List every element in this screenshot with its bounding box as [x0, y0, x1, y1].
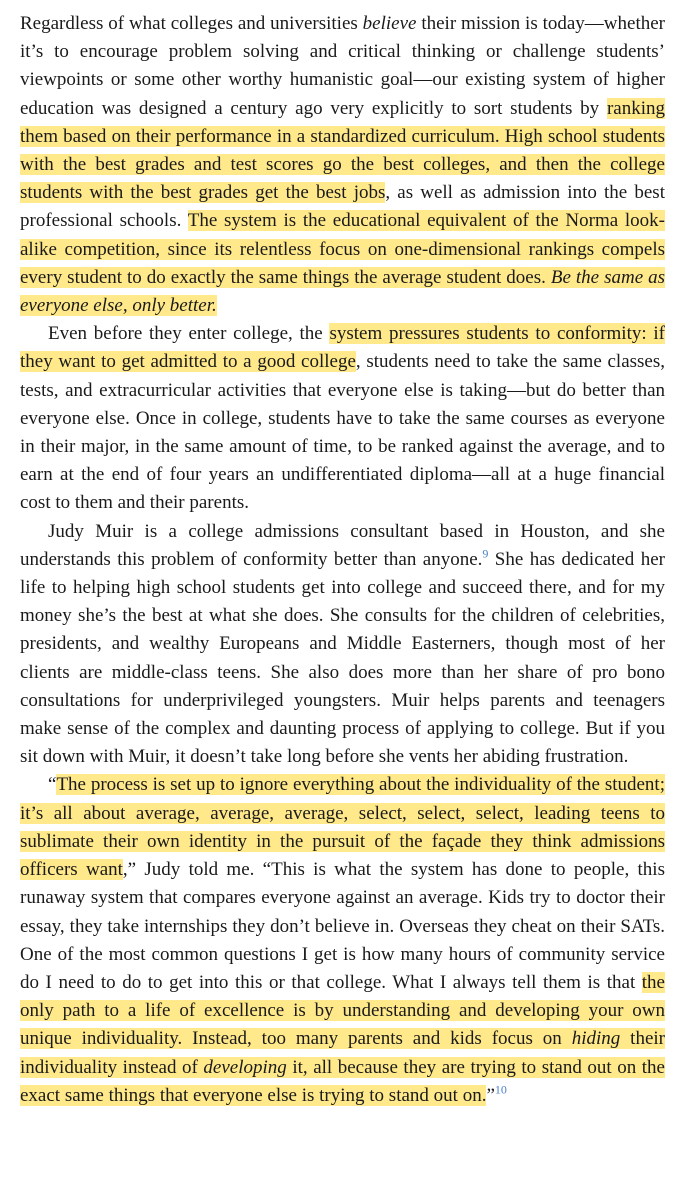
highlighted-text: ranking them based on their performance in a standardized curriculum. High school students with the best grades and test scores go the best colleges, and then the college students with the best grades get the best jobs [20, 97, 665, 204]
body-text: Even before they enter college, the [48, 323, 330, 345]
paragraph-judy-muir [20, 518, 665, 772]
highlighted-text: Be the same as everyone else, only better. [20, 266, 665, 317]
paragraph-college-mission [20, 10, 665, 320]
highlighted-text: The system is the educational equivalent of the Norma look-alike competition, since its relentless focus on one-dimensional rankings compels every student to do exactly the same things the average student does. [20, 210, 665, 288]
body-text: , students need to take the same classes, tests, and extracurricular activities that everyone else is taking—but do better than everyone else. Once in college, students have to take the same courses as everyone in their major, in the same amount of time, to be ranked against the average, and to earn at the end of four years an undifferentiated diploma—all at a huge financial cost to them and their parents. [20, 351, 665, 514]
highlighted-text: The process is set up to ignore everything about the individuality of the student; it’s all about average, average, average, select, select, select, leading teens to sublimate their own identity in the pursuit of the façade they think admissions officers want [20, 774, 665, 881]
body-text: Judy Muir is a college admissions consultant based in Houston, and she understands this problem of conformity better than anyone. [20, 520, 665, 570]
paragraph-muir-quote [20, 771, 665, 1109]
body-text: She has dedicated her life to helping high school students get into college and succeed there, and for my money she’s the best at what she does. She consults for the children of celebrities, presidents, and wealthy Europeans and Middle Easterners, though most of her clients are middle-class teens. She also does more than her share of pro bono consultations for underprivileged youngsters. Muir helps parents and teenagers make sense of the complex and daunting process of applying to college. But if you sit down with Muir, it doesn’t take long before she vents her abiding frustration. [20, 548, 665, 768]
highlighted-text: it, all because they are trying to stand out on the exact same things that everyone else is trying to stand out on. [20, 1056, 665, 1106]
body-text: , as well as admission into the best professional schools. [20, 182, 665, 232]
body-text: Regardless of what colleges and universities [20, 13, 363, 34]
footnote-ref: 9 [482, 546, 489, 561]
highlighted-text: hiding [571, 1028, 621, 1050]
highlighted-text: developing [203, 1056, 287, 1078]
highlighted-text: system pressures students to conformity: if they want to get admitted to a good college [20, 323, 665, 373]
highlighted-text: their individuality instead of [20, 1028, 665, 1078]
body-text: ” [486, 1084, 495, 1106]
body-text: ,” Judy told me. “This is what the system has done to people, this runaway system that compares everyone against an average. Kids try to doctor their essay, they take internships they don’t believe in. Overseas they cheat on their SATs. One of the most common questions I get is how many hours of community service do I need to do to get into this or that college. What I always tell them is that [20, 859, 665, 993]
paragraph-conformity-pressure [20, 320, 665, 517]
body-text: their mission is today—whether it’s to encourage problem solving and critical thinking or challenge students’ viewpoints or some other worthy humanistic goal—our existing system of higher education was designed a century ago very explicitly to sort students by [20, 13, 665, 119]
highlighted-text: the only path to a life of excellence is by understanding and developing your own unique individuality. Instead, too many parents and kids focus on [20, 971, 665, 1050]
emphasis-text: believe [362, 13, 417, 34]
footnote-ref: 10 [494, 1082, 507, 1097]
body-text: “ [48, 774, 57, 796]
